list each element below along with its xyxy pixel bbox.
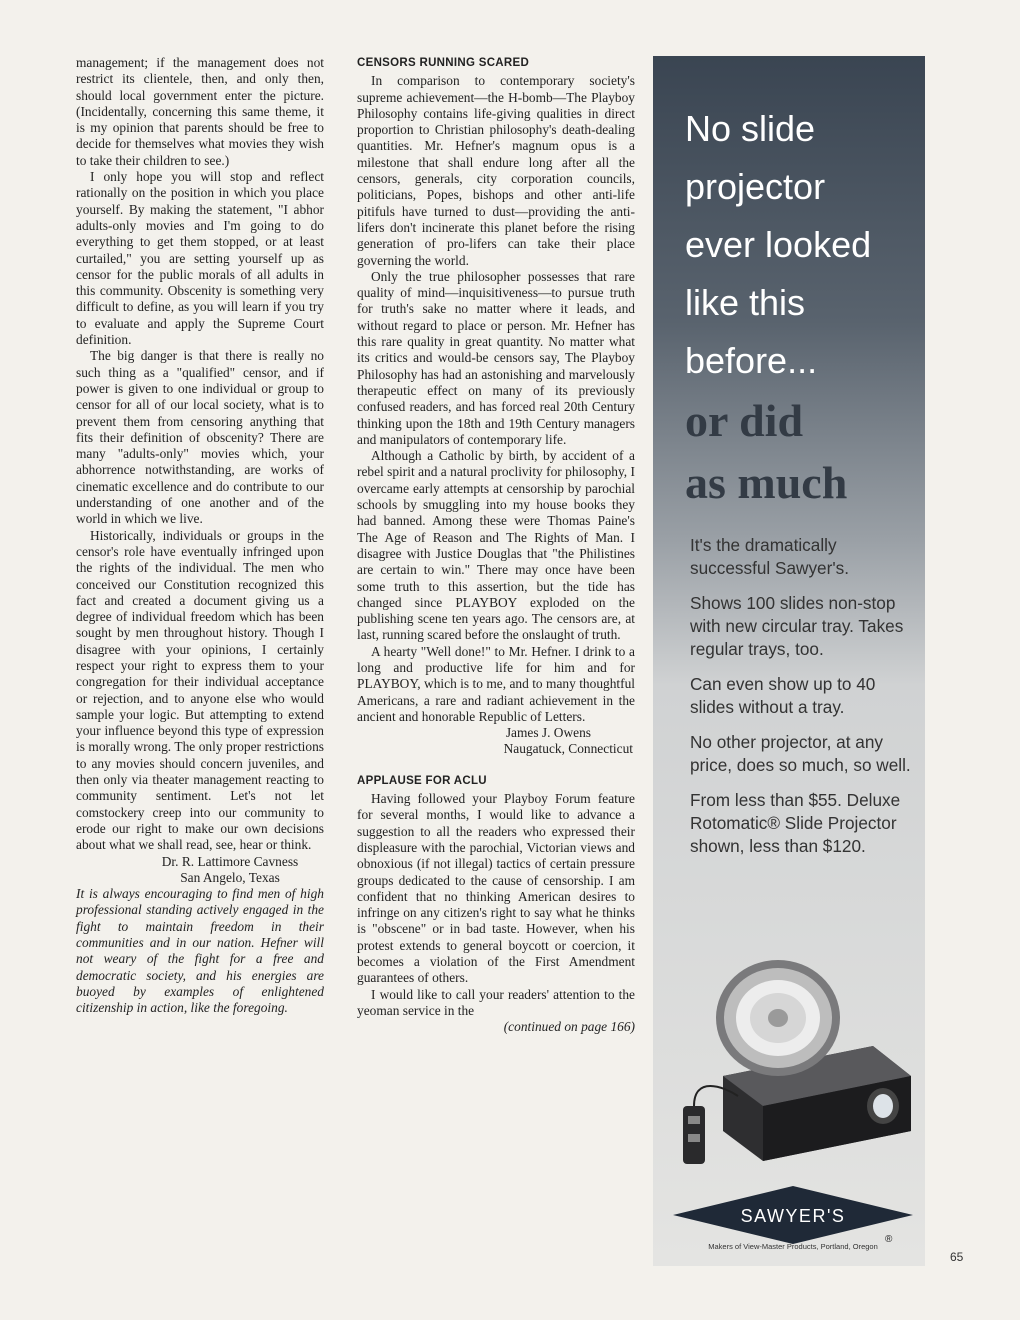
ad-paragraph: No other projector, at any price, does so much, so well. (690, 732, 911, 775)
letter-paragraph: A hearty "Well done!" to Mr. Hefner. I drink to a long and productive life for him and for PLAYBOY, which is to me, and to many thoughtful Americans, a rare and radiant achievement in the ancient and honorable Republic of Letters. (357, 643, 635, 724)
letters-column-left (76, 55, 324, 1017)
headline-line: ever looked (685, 224, 872, 265)
letter-paragraph: Only the true philosopher possesses that rare quality of mind—inquisitiveness—to pursue truth for truth's sake no matter where it leads, and without regard to place or person. Mr. Hefner has this rare quality in great quantity. No matter what its critics and would-be censors say, The Playboy Philosophy has had an astonishing and marvelously therapeutic effect on many of its previously confused readers, and has forced real 20th Century thinking upon the 18th and 19th Century managers and manipulators of contemporary life. (357, 268, 635, 447)
ad-headline (685, 100, 925, 514)
letter-paragraph: management; if the management does not restrict its clientele, then, and only then, should local government enter the picture. (Incidentally, concerning this same theme, it is my opinion that parents should be free to decide for themselves what movies they wish to take their children to see.) (76, 55, 324, 168)
sawyers-logo (673, 1184, 913, 1246)
ad-paragraph: It's the dramatically successful Sawyer's. (690, 535, 849, 578)
slide-projector-image (683, 956, 913, 1176)
headline-line: projector (685, 166, 826, 207)
letter-paragraph: Historically, individuals or groups in the censor's role have eventually infringed upon the rights of the individual. The men who conceived our Constitution recognized this fact and created a document giving us a degree of individual freedom which has been sought by men throughout history. Though I disagree with your opinions, I certainly respect your right to express them to your congregation for their individual acceptance or rejection, and to anyone else who would sample your logic. But attempting to extend your influence beyond this type of expression is morally wrong. The only proper restrictions to any movies should concern juveniles, and then only via theater management reacting to community sentiment. Let's not let comstockery creep into our community to erode our right to make our own decisions about what we shall read, see, hear or think. (76, 527, 324, 853)
letter-paragraph: In comparison to contemporary society's supreme achievement—the H-bomb—The Playboy Philosophy contains life-giving qualities in direct proportion to Christian philosophy's death-dealing quantities. Mr. Hefner's magnum opus is a milestone that shall endure long after all the censors, generals, city corporation councils, politicians, Popes, bishops and other anti-life pitifuls have turned to dust—providing the anti-lifers don't incinerate this planet before the rising generation of pro-lifers can take their place governing the world. (357, 73, 635, 268)
letter-paragraph: Having followed your Playboy Forum feature for several months, I would like to advance a suggestion to all the readers who expressed their displeasure with the parochial, Victorian views and obnoxious (if not illegal) tactics of certain pressure groups dedicated to the cause of censorship. I am confident that no thinking American desires to infringe on any citizen's right to say what he thinks is "obscene" or in bad taste. However, when his protest extends to general boycott or coercion, it becomes a violation of the First Amendment guarantees of others. (357, 791, 635, 986)
ad-paragraph: Shows 100 slides non-stop with new circular tray. Takes regular trays, too. (690, 593, 904, 659)
sawyers-advertisement (653, 56, 925, 1266)
signature-name: James J. Owens (505, 725, 591, 741)
letter-paragraph: I only hope you will stop and reflect rationally on the position in which you place yourself. By making the statement, "I abhor adults-only movies and I'm going to do everything to get them stopped, or at least curtailed," you are setting yourself up as censor for the public morals of all adults in this community. Obscenity is something very difficult to define, as you will learn if you try to evaluate and apply the Supreme Court definition. (76, 169, 324, 348)
page-number: 65 (950, 1250, 964, 1264)
headline-bold-line: as much (685, 457, 848, 508)
headline-line: like this (685, 282, 806, 323)
letter-paragraph: The big danger is that there is really no such thing as a "qualified" censor, and if power is given to one individual or group to censor for all of our local society, what is to prevent them from censoring anything that fits their definition of obscenity? There are many "adults-only" movies which, your abhorrence notwithstanding, are works of cinematic excellence and do contribute to our understanding of one another and of the world in which we live. (76, 348, 324, 527)
ad-makers-line: Makers of View-Master Products, Portland, Oregon (708, 1242, 878, 1251)
headline-line: before... (685, 340, 818, 381)
continued-note: (continued on page 166) (503, 1019, 635, 1035)
headline-bold-line: or did (685, 395, 804, 446)
letter-signature (136, 854, 324, 887)
letter-paragraph: I would like to call your readers' attention to the yeoman service in the (357, 986, 635, 1018)
signature-name: Dr. R. Lattimore Cavness (161, 853, 299, 869)
letter-paragraph: Although a Catholic by birth, by accident of a rebel spirit and a natural proclivity for philosophy, I overcame early attempts at censorship by parochial schools by smuggling into my house books they had banned. Among these were Thomas Paine's The Age of Reason and The Rights of Man. I disagree with Justice Douglas that "the Philistines are certain to win." There may once have been some truth to this assertion, but the tide has changed since PLAYBOY exploded on the publishing scene ten years ago. The censors are, at last, running scared before the onslaught of truth. (357, 448, 635, 643)
signature-place: Naugatuck, Connecticut (503, 741, 633, 757)
letters-column-middle (357, 55, 635, 1036)
section-heading: CENSORS RUNNING SCARED (357, 57, 530, 69)
section-heading: APPLAUSE FOR ACLU (357, 774, 487, 787)
logo-text: SAWYER'S (740, 1206, 846, 1226)
headline-line: No slide (685, 108, 816, 149)
ad-paragraph: Can even show up to 40 slides without a tray. (690, 674, 876, 717)
ad-body-copy (690, 534, 920, 870)
signature-place: San Angelo, Texas (180, 869, 280, 885)
editor-response: It is always encouraging to find men of high professional standing actively engaged in the fight to maintain freedom in their communities and in our nation. Hefner will not weary of the fight for a free and democratic society, and his energies are buoyed by examples of enlightened citizenship in action, like the foregoing. (76, 886, 324, 1016)
letter-signature (357, 725, 633, 758)
ad-paragraph: From less than $55. Deluxe Rotomatic® Slide Projector shown, less than $120. (690, 790, 901, 856)
registered-mark: ® (885, 1234, 893, 1245)
